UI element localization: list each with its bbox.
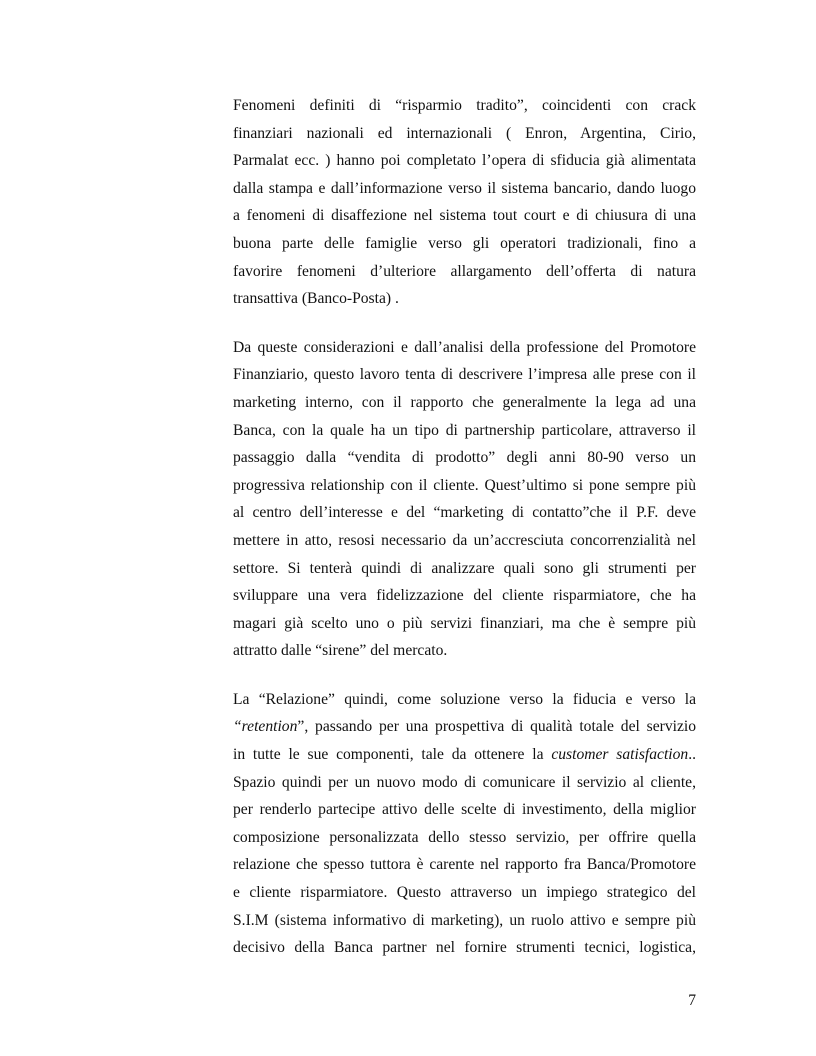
text-line: Parmalat ecc. ) hanno poi completato l’opera di sfiducia già alimentata xyxy=(233,152,696,170)
text-line: mettere in atto, resosi necessario da un’accresciuta concorrenzialità nel xyxy=(233,531,696,549)
text-line: attratto dalle “sirene” del mercato. xyxy=(233,642,448,660)
text-line: favorire fenomeni d’ulteriore allargamento dell’offerta di natura xyxy=(233,262,696,280)
text-run: .. xyxy=(688,746,697,764)
text-line: Spazio quindi per un nuovo modo di comunicare il servizio al cliente, xyxy=(233,773,696,791)
text-line: Da queste considerazioni e dall’analisi della professione del Promotore xyxy=(233,338,696,356)
text-line: passaggio dalla “vendita di prodotto” degli anni 80-90 verso un xyxy=(233,449,696,467)
text-run: ”, passando per una prospettiva di qualità totale del servizio xyxy=(297,718,696,736)
text-line: Banca, con la quale ha un tipo di partnership particolare, attraverso il xyxy=(233,421,696,439)
text-line: sviluppare una vera fidelizzazione del cliente risparmiatore, che ha xyxy=(233,587,696,605)
text-line: relazione che spesso tuttora è carente nel rapporto fra Banca/Promotore xyxy=(233,856,696,874)
text-line: progressiva relationship con il cliente. Quest’ultimo si pone sempre più xyxy=(233,476,696,494)
text-line: decisivo della Banca partner nel fornire strumenti tecnici, logistica, xyxy=(233,939,696,957)
text-line: dalla stampa e dall’informazione verso il sistema bancario, dando luogo xyxy=(233,179,696,197)
paragraph-1 xyxy=(233,92,696,313)
text-line: transattiva (Banco-Posta) . xyxy=(233,290,399,308)
text-line xyxy=(233,713,696,741)
text-line: buona parte delle famiglie verso gli operatori tradizionali, fino a xyxy=(233,234,696,252)
italic-term: “retention xyxy=(233,718,298,736)
text-line: magari già scelto uno o più servizi finanziari, ma che è sempre più xyxy=(233,614,696,632)
text-line xyxy=(233,741,696,769)
text-run: in tutte le sue componenti, tale da ottenere la xyxy=(233,746,552,764)
text-line: La “Relazione” quindi, come soluzione verso la fiducia e verso la xyxy=(233,690,696,708)
page-number: 7 xyxy=(688,992,696,1009)
text-line: S.I.M (sistema informativo di marketing), un ruolo attivo e sempre più xyxy=(233,911,696,929)
text-line: Finanziario, questo lavoro tenta di descrivere l’impresa alle prese con il xyxy=(233,366,696,384)
text-line: per renderlo partecipe attivo delle scelte di investimento, della miglior xyxy=(233,801,696,819)
body-text xyxy=(233,92,696,962)
text-line: a fenomeni di disaffezione nel sistema tout court e di chiusura di una xyxy=(233,207,696,225)
text-line: Fenomeni definiti di “risparmio tradito”, coincidenti con crack xyxy=(233,97,696,114)
text-line: finanziari nazionali ed internazionali ( Enron, Argentina, Cirio, xyxy=(233,124,696,142)
paragraph-2 xyxy=(233,334,696,665)
text-line: settore. Si tenterà quindi di analizzare quali sono gli strumenti per xyxy=(233,559,696,577)
italic-term: customer satisfaction xyxy=(551,746,689,764)
text-line: al centro dell’interesse e del “marketing di contatto”che il P.F. deve xyxy=(233,504,696,522)
text-line: marketing interno, con il rapporto che generalmente la lega ad una xyxy=(233,393,696,411)
text-line: e cliente risparmiatore. Questo attraverso un impiego strategico del xyxy=(233,884,696,902)
paragraph-3 xyxy=(233,686,696,962)
text-line: composizione personalizzata dello stesso servizio, per offrire quella xyxy=(233,828,696,846)
